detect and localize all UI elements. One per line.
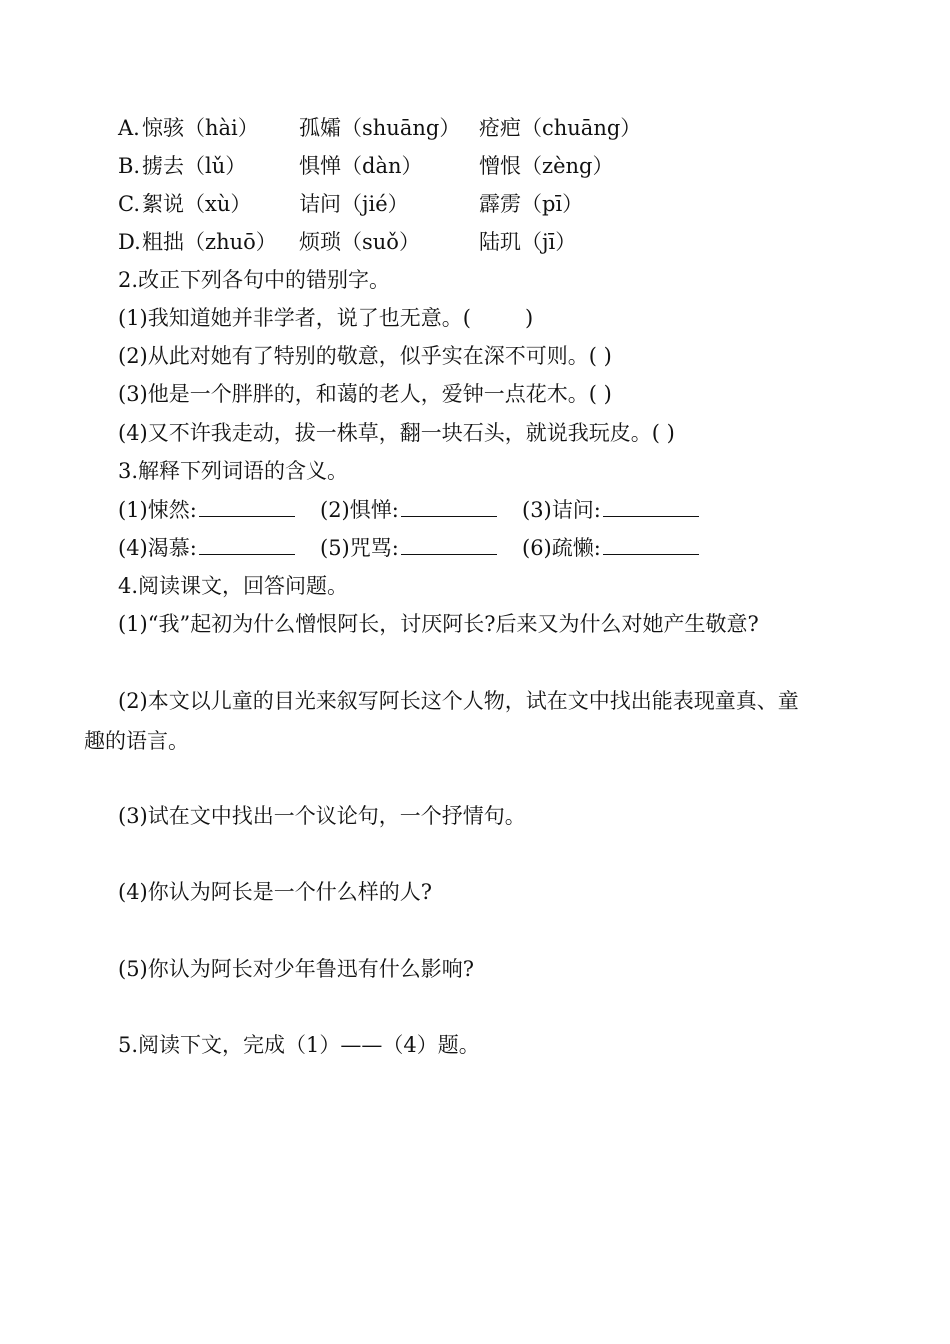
option-item: 惊骇（hài） [142,116,259,140]
q3-title: 3.解释下列词语的含义。 [118,459,349,483]
option-item: 惧惮（dàn） [299,154,423,178]
option-item: 粗拙（zhuō） [142,230,277,254]
answer-blank[interactable] [199,496,295,517]
option-item: 霹雳（pī） [479,192,584,216]
answer-blank[interactable] [199,534,295,555]
q2-item-1-close: ) [524,306,534,330]
option-item: 掳去（lǔ） [142,154,247,178]
option-item: 疮疤（chuāng） [479,116,642,140]
option-letter: D. [118,230,141,254]
option-letter: C. [118,192,140,216]
q3-term-label: (6)疏懒: [522,536,601,560]
option-item: 烦琐（suǒ） [299,230,420,254]
option-item: 絮说（xù） [142,192,252,216]
q4-title: 4.阅读课文，回答问题。 [118,574,349,598]
q4-item-1: (1)“我”起初为什么憎恨阿长，讨厌阿长?后来又为什么对她产生敬意? [118,612,759,636]
answer-blank[interactable] [603,534,699,555]
q3-term [320,496,497,524]
q4-item-2-cont: 趣的语言。 [84,729,189,753]
answer-blank[interactable] [401,496,497,517]
q3-term [118,534,295,562]
q2-item-1-text: (1)我知道她并非学者，说了也无意。( [118,306,471,330]
q2-item-4: (4)又不许我走动，拔一株草，翻一块石头，就说我玩皮。( ) [118,421,675,445]
q3-term-label: (4)渴慕: [118,536,197,560]
q2-item-2: (2)从此对她有了特别的敬意，似乎实在深不可则。( ) [118,344,612,368]
option-letter: B. [118,154,141,178]
q4-item-4: (4)你认为阿长是一个什么样的人? [118,880,433,904]
q3-term-label: (1)悚然: [118,498,197,522]
q4-item-3: (3)试在文中找出一个议论句，一个抒情句。 [118,804,526,828]
option-letter: A. [118,116,140,140]
option-item: 诘问（jié） [299,192,409,216]
q2-item-1 [118,304,533,332]
q3-term [118,496,295,524]
q3-term-label: (2)惧惮: [320,498,399,522]
option-item: 孤孀（shuāng） [299,116,461,140]
q4-item-5: (5)你认为阿长对少年鲁迅有什么影响? [118,957,475,981]
answer-blank[interactable] [401,534,497,555]
q3-term [522,534,699,562]
q2-title: 2.改正下列各句中的错别字。 [118,268,391,292]
q3-term-label: (3)诘问: [522,498,601,522]
q4-item-2: (2)本文以儿童的目光来叙写阿长这个人物，试在文中找出能表现童真、童 [118,689,799,713]
q3-term-label: (5)咒骂: [320,536,399,560]
q3-term [522,496,699,524]
option-item: 陆玑（jī） [479,230,577,254]
option-item: 憎恨（zèng） [479,154,614,178]
q5-title: 5.阅读下文，完成（1）——（4）题。 [118,1033,480,1057]
q3-term [320,534,497,562]
answer-blank[interactable] [603,496,699,517]
q2-item-3: (3)他是一个胖胖的，和蔼的老人，爱钟一点花木。( ) [118,382,612,406]
